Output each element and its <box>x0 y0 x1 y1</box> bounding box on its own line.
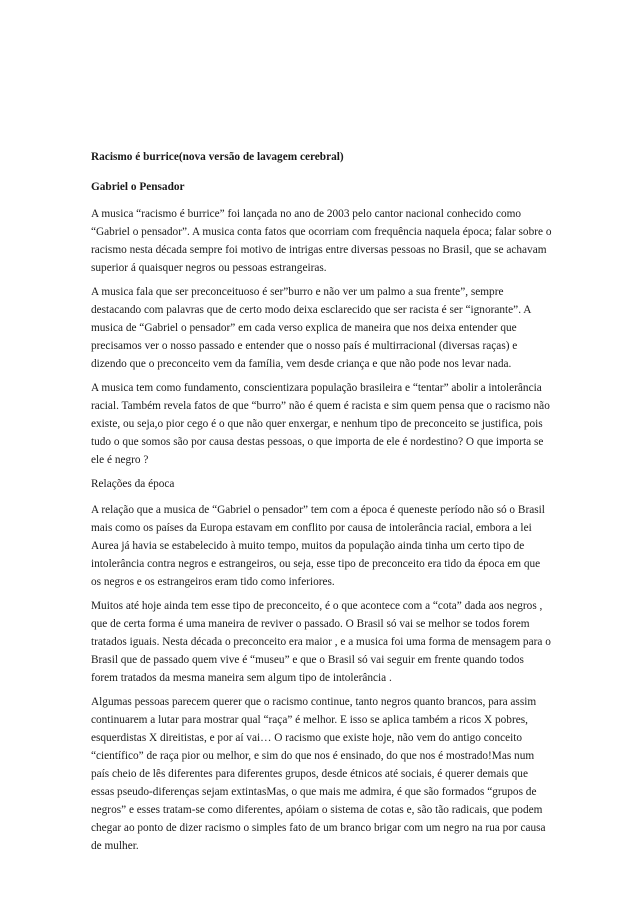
paragraph: Algumas pessoas parecem querer que o racismo continue, tanto negros quanto brancos, para assim continuarem a lutar para mostrar qual “raça” é melhor. E isso se aplica também a ricos X pobres, esquerdistas X direitistas, e por aí vai… O racismo que existe hoje, não vem do antigo conceito “científico” de raça pior ou melhor, e sim do que nos é ensinado, do que nos é mostrado!Mas num país cheio de lês diferentes para diferentes grupos, desde étnicos até sociais, é querer demais que essas pseudo-diferenças sejam extintasMas, o que mais me admira, é que são formados “grupos de negros” e esses tratam-se como diferentes, apóiam o sistema de cotas e, são tão radicais, que podem chegar ao ponto de dizer racismo o simples fato de um branco brigar com um negro na rua por causa de mulher. <box>91 696 546 852</box>
paragraph: A musica “racismo é burrice” foi lançada no ano de 2003 pelo cantor nacional conhecido como “Gabriel o pensador”. A musica conta fatos que ocorriam com frequência naquela época; falar sobre o racismo nesta década sempre foi motivo de intrigas entre diversas pessoas no Brasil, que se achavam superior á quaisquer negros ou pessoas estrangeiras. <box>91 208 552 274</box>
document-body <box>91 148 553 861</box>
paragraph: A relação que a musica de “Gabriel o pensador” tem com a época é queneste período não só o Brasil mais como os países da Europa estavam em conflito por causa de intolerância racial, embora a lei Aurea já havia se estabelecido à muito tempo, muitos da população ainda tinha um certo tipo de intolerância contra negros e estrangeiros, ou seja, esse tipo de preconceito era tido da época em que os negros e os estrangeiros eram tido como inferiores. <box>91 504 545 588</box>
document-title: Racismo é burrice(nova versão de lavagem cerebral) <box>91 151 344 163</box>
document-author: Gabriel o Pensador <box>91 181 185 193</box>
section-heading: Relações da época <box>91 478 175 490</box>
paragraph: A musica fala que ser preconceituoso é ser”burro e não ver um palmo a sua frente”, sempre destacando com palavras que de certo modo deixa esclarecido que ser racista é ser “ignorante”. A musica de “Gabriel o pensador” em cada verso explica de maneira que nos deixa entender que precisamos ver o nosso passado e entender que o nosso país é multirracional (diversas raças) e dizendo que o preconceito vem da família, vem desde criança e que não pode nos levar nada. <box>91 286 531 370</box>
paragraph: Muitos até hoje ainda tem esse tipo de preconceito, é o que acontece com a “cota” dada aos negros , que de certa forma é uma maneira de reviver o passado. O Brasil só vai se melhor se todos forem tratados iguais. Nesta década o preconceito era maior , e a musica foi uma forma de mensagem para o Brasil que de passado quem vive é “museu” e que o Brasil só vai seguir em frente quando todos forem tratados da mesma maneira sem algum tipo de intolerância . <box>91 600 551 684</box>
paragraph: A musica tem como fundamento, conscientizara população brasileira e “tentar” abolir a intolerância racial. Também revela fatos de que “burro” não é quem é racista e sim quem pensa que o racismo não existe, ou seja,o pior cego é o que não quer enxergar, e nenhum tipo de preconceito se justifica, pois tudo o que somos são por causa destas pessoas, o que importa de ele é nordestino? O que importa se ele é negro ? <box>91 382 550 466</box>
